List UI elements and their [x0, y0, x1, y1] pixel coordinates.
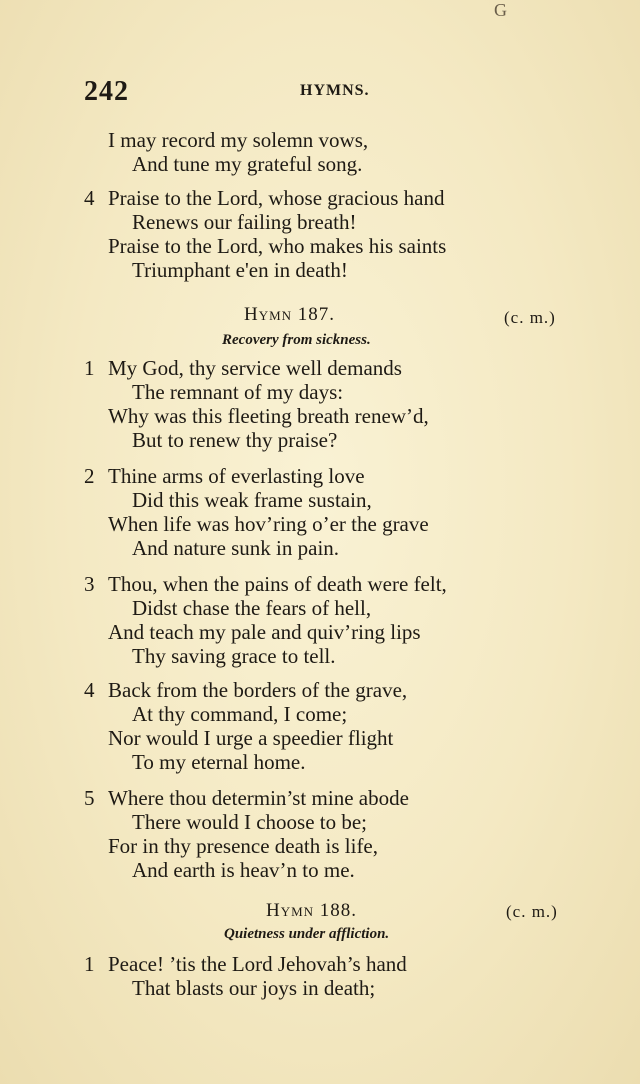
stanza-number: 2 — [84, 464, 95, 488]
verse-line: And tune my grateful song. — [132, 152, 363, 176]
verse-line: Renews our failing breath! — [132, 210, 357, 234]
corner-mark: G — [494, 0, 507, 20]
stanza-number: 4 — [84, 186, 95, 210]
hymn-meter: (c. m.) — [506, 902, 558, 921]
verse-line: My God, thy service well demands — [108, 356, 402, 380]
verse-line: Did this weak frame sustain, — [132, 488, 372, 512]
hymn-title: Hymn 187. — [244, 304, 336, 325]
verse-line: Nor would I urge a speedier flight — [108, 726, 394, 750]
verse-line: And teach my pale and quiv’ring lips — [108, 620, 421, 644]
stanza-number: 1 — [84, 952, 95, 976]
verse-line: To my eternal home. — [132, 750, 306, 774]
verse-line: But to renew thy praise? — [132, 428, 338, 452]
verse-line: Why was this fleeting breath renew’d, — [108, 404, 429, 428]
verse-line: Back from the borders of the grave, — [108, 678, 408, 702]
verse-line: Thou, when the pains of death were felt, — [108, 572, 447, 596]
verse-line: Thy saving grace to tell. — [132, 644, 336, 668]
verse-line: And nature sunk in pain. — [132, 536, 340, 560]
verse-line: Thine arms of everlasting love — [108, 464, 365, 488]
stanza-number: 1 — [84, 356, 95, 380]
hymn-meter: (c. m.) — [504, 308, 556, 327]
stanza-number: 5 — [84, 786, 95, 810]
verse-line: Peace! ’tis the Lord Jehovah’s hand — [108, 952, 407, 976]
hymn-subtitle: Quietness under affliction. — [224, 926, 390, 942]
verse-line: There would I choose to be; — [132, 810, 368, 834]
stanza-number: 4 — [84, 678, 95, 702]
verse-line: The remnant of my days: — [132, 380, 344, 404]
verse-line: Triumphant e'en in death! — [132, 258, 348, 282]
hymn-title: Hymn 188. — [266, 900, 358, 921]
verse-line: For in thy presence death is life, — [108, 834, 379, 858]
verse-line: And earth is heav’n to me. — [132, 858, 355, 882]
verse-line: That blasts our joys in death; — [132, 976, 376, 1000]
hymn-subtitle: Recovery from sickness. — [222, 332, 371, 348]
verse-line: Praise to the Lord, who makes his saints — [108, 234, 447, 258]
running-head: HYMNS. — [300, 82, 370, 99]
verse-line: At thy command, I come; — [132, 702, 348, 726]
verse-line: Where thou determin’st mine abode — [108, 786, 409, 810]
verse-line: When life was hov’ring o’er the grave — [108, 512, 429, 536]
verse-line: Praise to the Lord, whose gracious hand — [108, 186, 445, 210]
verse-line: Didst chase the fears of hell, — [132, 596, 372, 620]
page-number: 242 — [84, 76, 129, 107]
verse-line: I may record my solemn vows, — [108, 128, 369, 152]
stanza-number: 3 — [84, 572, 95, 596]
